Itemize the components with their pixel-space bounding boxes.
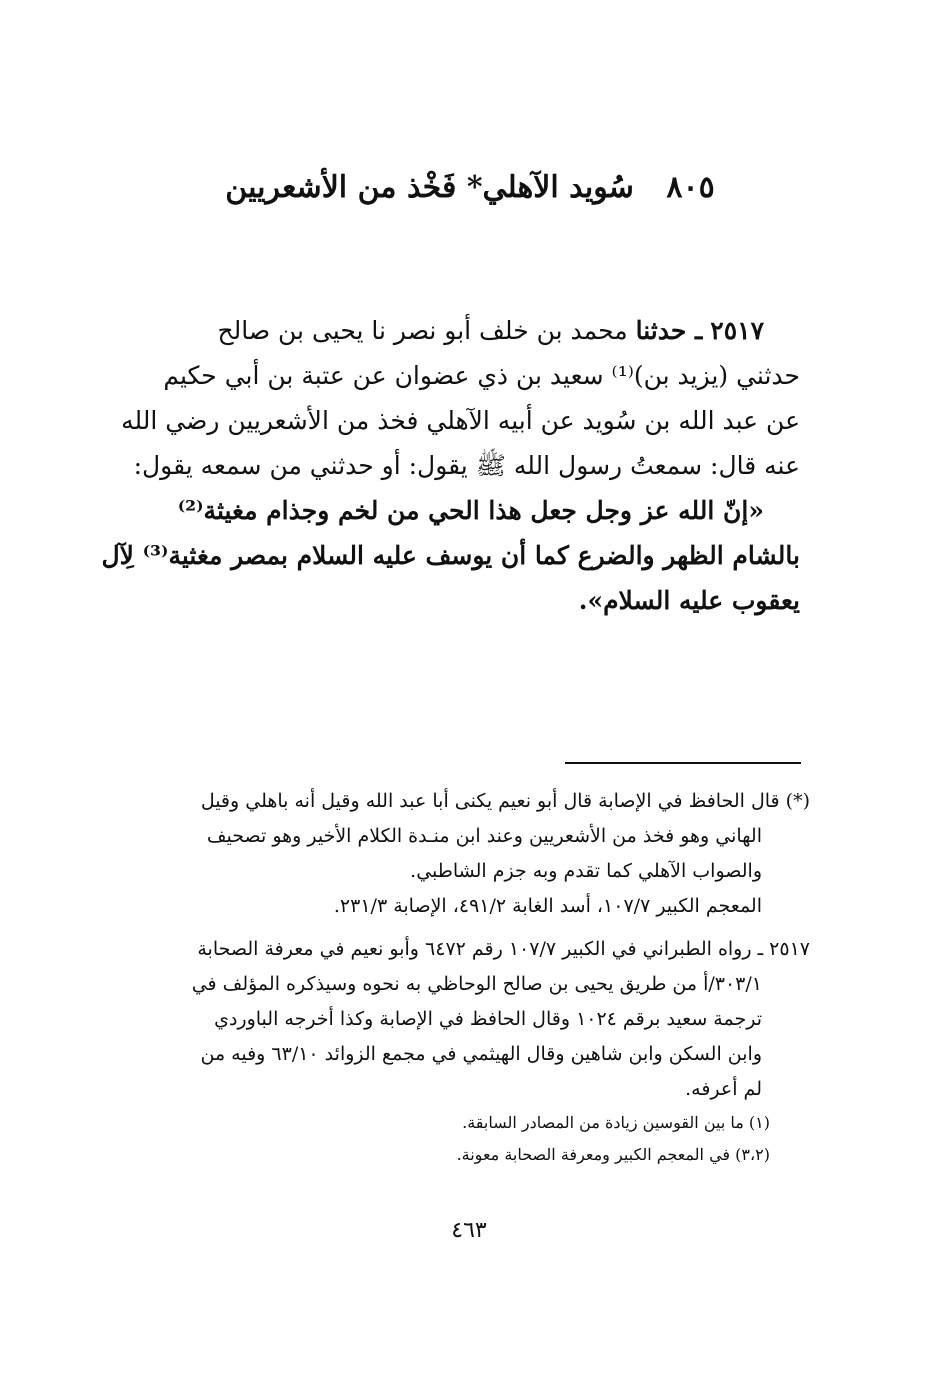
star-note-line: (*) قال الحافظ في الإصابة قال أبو نعيم يكنى أبا عبد الله وقيل أنه باهلي وقيل <box>200 790 810 812</box>
numbered-footnote: (٣،٢) في المعجم الكبير ومعرفة الصحابة معونة. <box>456 1145 770 1164</box>
takhrij-line: لم أعرفه. <box>685 1078 762 1100</box>
chapter-title: سُويد الآهلي* فَخْذ من الأشعريين <box>225 170 634 205</box>
hadith-line <box>120 308 800 353</box>
chapter-number: ٨٠٥ <box>666 170 715 205</box>
hadith-matn-line: «إنّ الله عز وجل جعل هذا الحي من لخم وجذام مغيثة⁽²⁾ <box>177 496 764 525</box>
star-note-line: الهاني وهو فخذ من الأشعريين وعند ابن منـدة الكلام الأخير وهو تصحيف <box>206 825 762 847</box>
takhrij-line: ترجمة سعيد برقم ١٠٢٤ وقال الحافظ في الإصابة وكذا أخرجه الباوردي <box>214 1008 762 1030</box>
takhrij-line: ٣٠٣/١/أ من طريق يحيى بن صالح الوحاظي به نحوه وسيذكره المؤلف في <box>191 973 762 995</box>
hadith-matn-line: يعقوب عليه السلام». <box>578 586 800 615</box>
hadith-matn-line: بالشام الظهر والضرع كما أن يوسف عليه السلام بمصر مغثية⁽³⁾ لِآل <box>101 541 800 570</box>
hadith-line: حدثني (يزيد بن)⁽¹⁾ سعيد بن ذي عضوان عن عتبة بن أبي حكيم <box>163 361 800 390</box>
footnote-separator <box>565 762 801 764</box>
spacer <box>120 924 810 932</box>
hadith-number: ٢٥١٧ <box>710 316 764 345</box>
hadith-line-text: محمد بن خلف أبو نصر نا يحيى بن صالح <box>217 316 628 345</box>
footnotes <box>120 784 810 1171</box>
hadith-separator: ـ <box>686 316 703 345</box>
takhrij-line: وابن السكن وابن شاهين وقال الهيثمي في مجمع الزوائد ٦٣/١٠ وفيه من <box>200 1043 762 1065</box>
takhrij-line: ٢٥١٧ ـ رواه الطبراني في الكبير ١٠٧/٧ رقم ٦٤٧٢ وأبو نعيم في معرفة الصحابة <box>197 938 810 960</box>
star-note-line: والصواب الآهلي كما تقدم وبه جزم الشاطبي. <box>410 860 762 882</box>
page-number: ٤٦٣ <box>451 1218 487 1243</box>
numbered-footnote: (١) ما بين القوسين زيادة من المصادر السابقة. <box>462 1113 770 1132</box>
hadith-text <box>101 308 800 623</box>
chapter-heading <box>120 160 820 216</box>
hadith-line: عن عبد الله بن سُويد عن أبيه الآهلي فخذ من الأشعريين رضي الله <box>121 406 800 435</box>
hadith-line: عنه قال: سمعتُ رسول الله ﷺ يقول: أو حدثني من سمعه يقول: <box>133 451 800 480</box>
star-note-line: المعجم الكبير ١٠٧/٧، أسد الغابة ٤٩١/٢، الإصابة ٢٣١/٣. <box>333 895 762 917</box>
hadith-lead-word: حدثنا <box>635 316 687 345</box>
